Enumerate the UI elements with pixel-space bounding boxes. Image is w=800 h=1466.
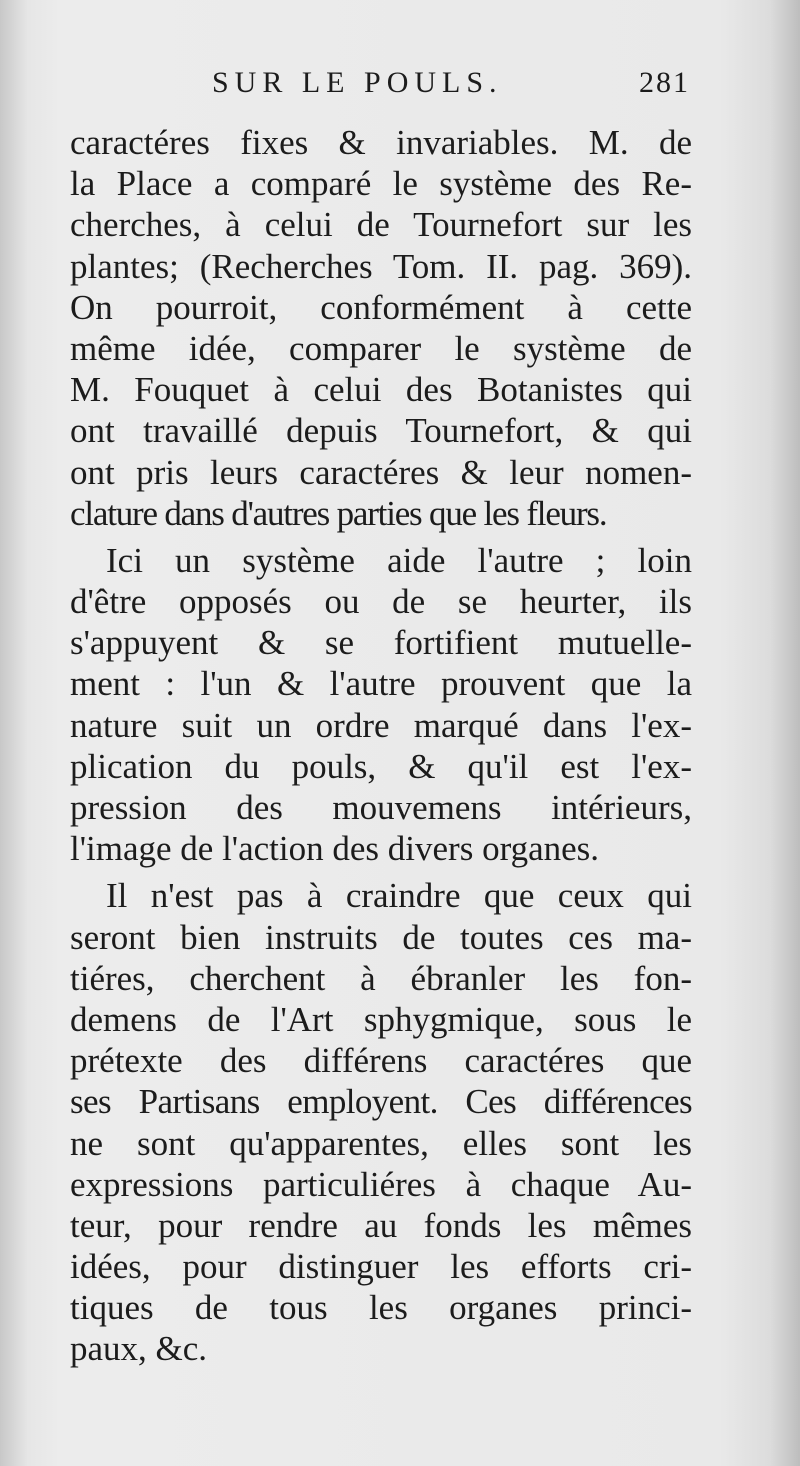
text-line: s'appuyent & se fortifient mutuelle- xyxy=(70,623,692,663)
text-line: expressions particuliéres à chaque Au- xyxy=(70,1164,692,1204)
page-body xyxy=(70,122,692,1370)
text-line: plication du pouls, & qu'il est l'ex- xyxy=(70,746,692,786)
text-line: On pourroit, conformément à cette xyxy=(70,287,692,327)
page-number: 281 xyxy=(639,66,690,99)
page-header xyxy=(70,66,690,116)
text-line: seront bien instruits de toutes ces ma- xyxy=(70,917,692,957)
text-line: clature dans d'autres parties que les fleurs. xyxy=(70,493,607,533)
text-line: tiques de tous les organes princi- xyxy=(70,1288,692,1328)
text-line: prétexte des différens caractéres que xyxy=(70,1041,692,1081)
text-line: l'image de l'action des divers organes. xyxy=(70,829,600,869)
text-line: plantes; (Recherches Tom. II. pag. 369). xyxy=(70,246,692,286)
text-line: tiéres, cherchent à ébranler les fon- xyxy=(70,958,692,998)
text-line: M. Fouquet à celui des Botanistes qui xyxy=(70,370,692,410)
text-line: la Place a comparé le système des Re- xyxy=(70,164,692,204)
text-line: nature suit un ordre marqué dans l'ex- xyxy=(70,705,692,745)
paragraph-1 xyxy=(70,122,692,534)
paragraph-2 xyxy=(70,540,692,870)
text-line: paux, &c. xyxy=(70,1329,208,1369)
text-line: Ici un système aide l'autre ; loin xyxy=(106,540,692,580)
text-line: ses Partisans employent. Ces différences xyxy=(70,1082,692,1122)
text-line: d'être opposés ou de se heurter, ils xyxy=(70,582,692,622)
text-line: ne sont qu'apparentes, elles sont les xyxy=(70,1123,692,1163)
text-line: ment : l'un & l'autre prouvent que la xyxy=(70,664,692,704)
text-line: même idée, comparer le système de xyxy=(70,328,692,368)
text-line: teur, pour rendre au fonds les mêmes xyxy=(70,1205,692,1245)
paragraph-3 xyxy=(70,875,692,1369)
text-line: demens de l'Art sphygmique, sous le xyxy=(70,999,692,1039)
running-title: SUR LE POULS. xyxy=(212,66,503,99)
text-line: cherches, à celui de Tournefort sur les xyxy=(70,205,692,245)
text-line: ont travaillé depuis Tournefort, & qui xyxy=(70,411,692,451)
text-line: pression des mouvemens intérieurs, xyxy=(70,788,692,827)
text-line: ont pris leurs caractéres & leur nomen- xyxy=(70,452,692,492)
text-line: Il n'est pas à craindre que ceux qui xyxy=(106,876,692,916)
text-line: caractéres fixes & invariables. M. de xyxy=(70,123,692,162)
text-line: idées, pour distinguer les efforts cri- xyxy=(70,1247,692,1287)
